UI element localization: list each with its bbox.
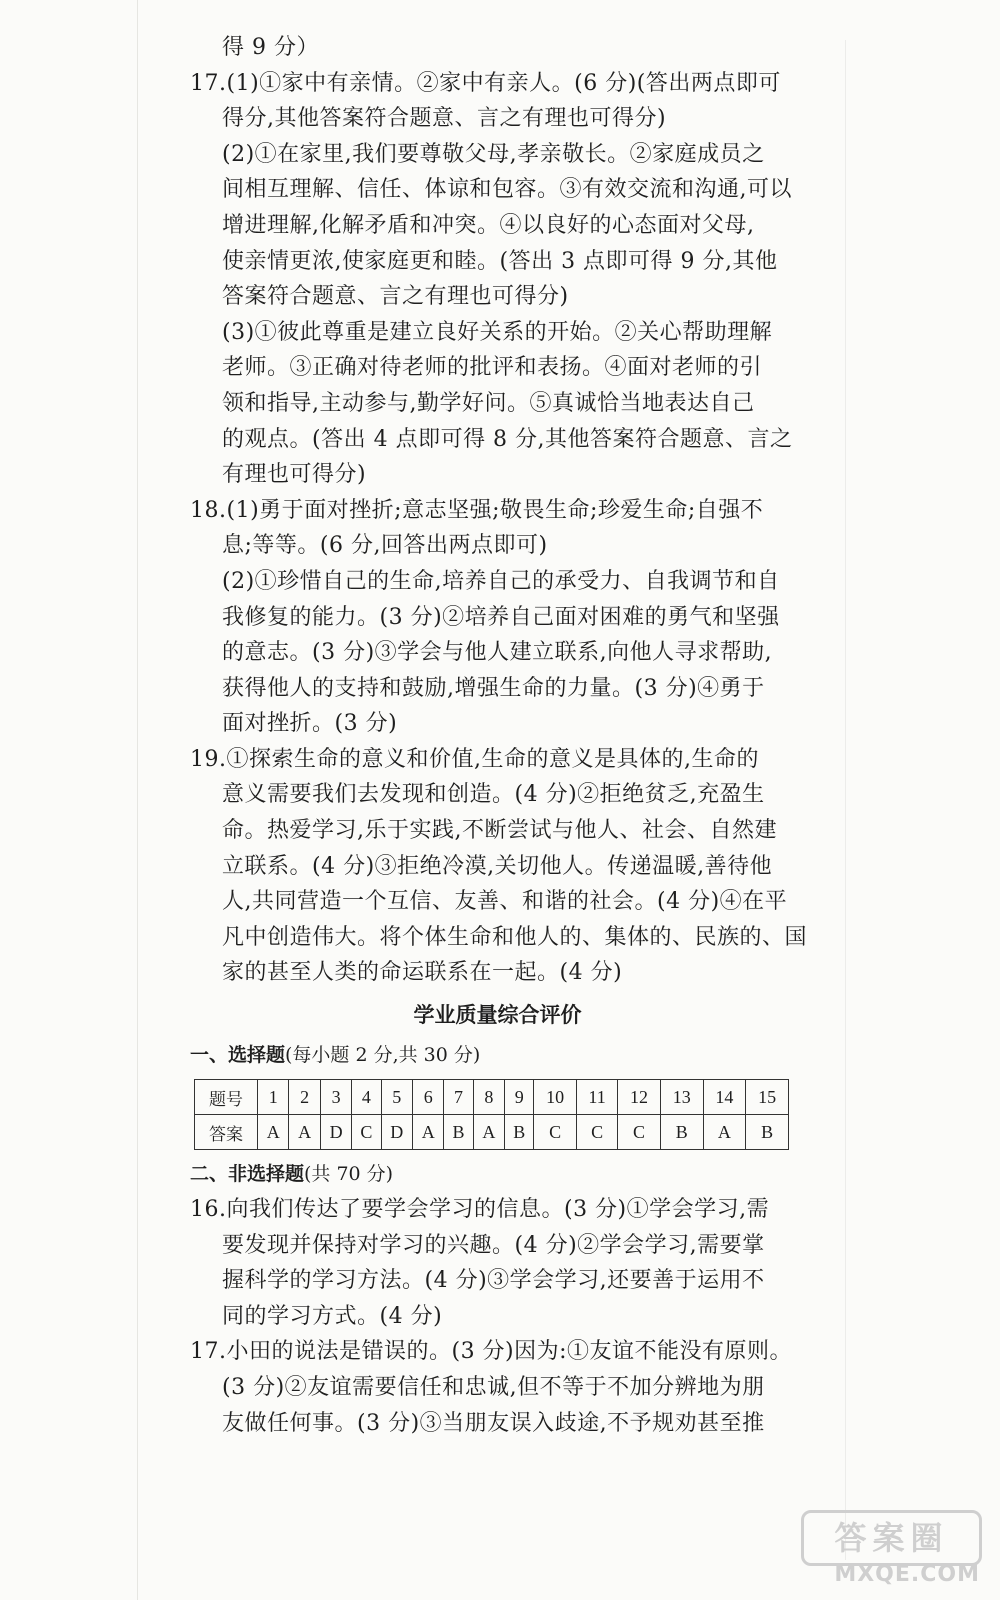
text-line: 间相互理解、信任、体谅和包容。③有效交流和沟通,可以 xyxy=(222,177,792,203)
text-line: 19.①探索生命的意义和价值,生命的意义是具体的,生命的 xyxy=(190,746,759,772)
text-line: 的意志。(3 分)③学会与他人建立联系,向他人寻求帮助, xyxy=(222,640,773,666)
text-line: 得分,其他答案符合题意、言之有理也可得分) xyxy=(222,106,667,132)
text-line: 有理也可得分) xyxy=(222,462,367,488)
margin-line xyxy=(845,40,846,1560)
part-one-note: (每小题 2 分,共 30 分) xyxy=(285,1044,481,1067)
question-number: 15 xyxy=(746,1080,789,1115)
text-line: 17.(1)①家中有亲情。②家中有亲人。(6 分)(答出两点即可 xyxy=(190,70,781,96)
question-number: 2 xyxy=(289,1080,320,1115)
answer-cell: C xyxy=(577,1115,618,1150)
part-one-heading xyxy=(190,1037,805,1073)
text-line: 意义需要我们去发现和创造。(4 分)②拒绝贫乏,充盈生 xyxy=(222,782,765,808)
watermark-logo: 答案圈 xyxy=(801,1510,982,1566)
text-line: 老师。③正确对待老师的批评和表扬。④面对老师的引 xyxy=(222,355,763,381)
question-number: 13 xyxy=(660,1080,703,1115)
question-number: 4 xyxy=(352,1080,381,1115)
question-number: 3 xyxy=(320,1080,351,1115)
question-number: 1 xyxy=(258,1080,289,1115)
answer-cell: B xyxy=(505,1115,534,1150)
text-line: (2)①在家里,我们要尊敬父母,孝亲敬长。②家庭成员之 xyxy=(222,141,765,167)
text-line: 获得他人的支持和鼓励,增强生命的力量。(3 分)④勇于 xyxy=(222,675,765,701)
text-line: 得 9 分） xyxy=(222,35,319,60)
text-line: 握科学的学习方法。(4 分)③学会学习,还要善于运用不 xyxy=(222,1268,765,1294)
text-line: (3 分)②友谊需要信任和忠诚,但不等于不加分辨地为朋 xyxy=(222,1375,765,1400)
section-title: 学业质量综合评价 xyxy=(413,1003,582,1028)
answer-cell: B xyxy=(660,1115,703,1150)
text-line: 17.小田的说法是错误的。(3 分)因为:①友谊不能没有原则。 xyxy=(190,1339,793,1365)
text-line: 16.向我们传达了要学会学习的信息。(3 分)①学会学习,需 xyxy=(190,1197,770,1223)
question-number: 14 xyxy=(703,1080,746,1115)
text-line: 立联系。(4 分)③拒绝冷漠,关切他人。传递温暖,善待他 xyxy=(222,853,773,879)
answer-cell: B xyxy=(444,1115,473,1150)
question-number: 12 xyxy=(618,1080,661,1115)
answer-cell: A xyxy=(289,1115,320,1150)
part-two-label: 二、非选择题 xyxy=(190,1163,305,1186)
question-number: 6 xyxy=(412,1080,443,1115)
text-line: 人,共同营造一个互信、友善、和谐的社会。(4 分)④在平 xyxy=(222,889,788,915)
answer-cell: C xyxy=(618,1115,661,1150)
answer-content xyxy=(190,30,808,1441)
answer-cell: D xyxy=(381,1115,412,1150)
text-line: 友做任何事。(3 分)③当朋友误入歧途,不予规劝甚至推 xyxy=(222,1410,765,1436)
watermark-url: MXQE.COM xyxy=(834,1562,980,1587)
question-number: 5 xyxy=(381,1080,412,1115)
text-line: (3)①彼此尊重是建立良好关系的开始。②关心帮助理解 xyxy=(222,319,773,345)
answer-cell: C xyxy=(534,1115,577,1150)
answer-cell: A xyxy=(258,1115,289,1150)
text-line: 使亲情更浓,使家庭更和睦。(答出 3 点即可得 9 分,其他 xyxy=(222,248,778,274)
text-line: 家的甚至人类的命运联系在一起。(4 分) xyxy=(222,960,623,986)
answer-cell: D xyxy=(320,1115,351,1150)
question-number: 8 xyxy=(473,1080,504,1115)
row-header: 答案 xyxy=(195,1115,258,1150)
text-line: (2)①珍惜自己的生命,培养自己的承受力、自我调节和自 xyxy=(222,568,780,594)
answer-cell: A xyxy=(703,1115,746,1150)
question-number: 7 xyxy=(444,1080,473,1115)
answer-cell: A xyxy=(473,1115,504,1150)
text-line: 18.(1)勇于面对挫折;意志坚强;敬畏生命;珍爱生命;自强不 xyxy=(190,497,764,523)
text-line: 面对挫折。(3 分) xyxy=(222,711,398,737)
part-two-heading xyxy=(190,1156,805,1192)
answer-cell: A xyxy=(412,1115,443,1150)
part-one-label: 一、选择题 xyxy=(190,1044,286,1067)
answer-table xyxy=(194,1079,789,1150)
watermark xyxy=(792,1510,982,1590)
question-number: 10 xyxy=(534,1080,577,1115)
text-line: 的观点。(答出 4 点即可得 8 分,其他答案符合题意、言之 xyxy=(222,426,793,452)
text-line: 答案符合题意、言之有理也可得分) xyxy=(222,284,569,310)
binding-line xyxy=(137,0,138,1600)
question-number: 9 xyxy=(505,1080,534,1115)
question-number: 11 xyxy=(577,1080,618,1115)
answer-cell: C xyxy=(352,1115,381,1150)
question-number-row xyxy=(195,1080,789,1115)
text-line: 要发现并保持对学习的兴趣。(4 分)②学会学习,需要掌 xyxy=(222,1232,765,1258)
text-line: 命。热爱学习,乐于实践,不断尝试与他人、社会、自然建 xyxy=(222,818,777,844)
text-line: 凡中创造伟大。将个体生命和他人的、集体的、民族的、国 xyxy=(222,924,808,950)
part-two-note: (共 70 分) xyxy=(304,1163,394,1186)
text-line: 我修复的能力。(3 分)②培养自己面对困难的勇气和坚强 xyxy=(222,604,780,630)
row-header: 题号 xyxy=(195,1080,258,1115)
text-line: 领和指导,主动参与,勤学好问。⑤真诚恰当地表达自己 xyxy=(222,390,755,416)
answer-cell: B xyxy=(746,1115,789,1150)
answer-row xyxy=(195,1115,789,1150)
text-line: 增进理解,化解矛盾和冲突。④以良好的心态面对父母, xyxy=(222,212,755,238)
text-line: 息;等等。(6 分,回答出两点即可) xyxy=(222,533,548,559)
text-line: 同的学习方式。(4 分) xyxy=(222,1303,443,1329)
